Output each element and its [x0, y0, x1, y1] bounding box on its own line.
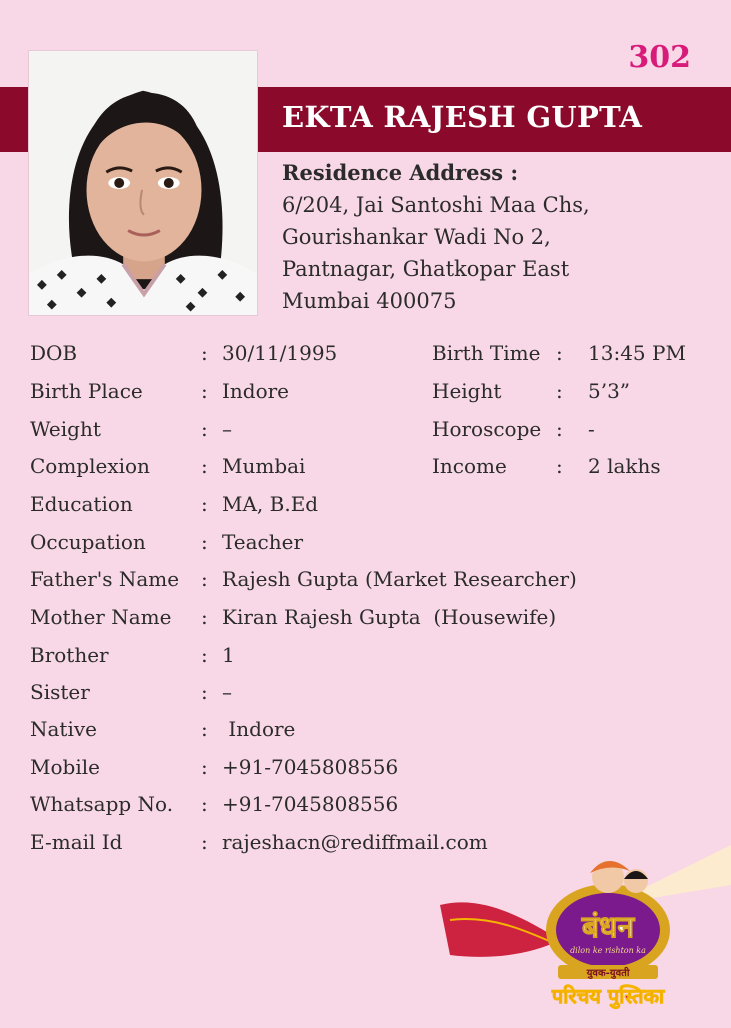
detail-label: Mother Name	[30, 605, 172, 629]
detail-colon: :	[201, 530, 208, 554]
detail-colon: :	[201, 605, 208, 629]
detail-label: Father's Name	[30, 567, 180, 591]
detail-value: –	[222, 680, 232, 704]
address-line: Gourishankar Wadi No 2,	[282, 225, 551, 249]
detail-label: Horoscope	[432, 417, 542, 441]
detail-colon: :	[201, 643, 208, 667]
detail-colon: :	[556, 454, 563, 478]
detail-label: Occupation	[30, 530, 146, 554]
detail-label: Education	[30, 492, 133, 516]
detail-colon: :	[201, 379, 208, 403]
detail-label: Brother	[30, 643, 109, 667]
detail-label: DOB	[30, 341, 78, 365]
detail-label: Height	[432, 379, 502, 403]
detail-label: Mobile	[30, 755, 100, 779]
detail-colon: :	[556, 379, 563, 403]
logo-tagline: dilon ke rishton ka	[570, 946, 646, 955]
detail-value: rajeshacn@rediffmail.com	[222, 830, 488, 854]
detail-colon: :	[201, 792, 208, 816]
detail-label: E-mail Id	[30, 830, 123, 854]
detail-colon: :	[201, 755, 208, 779]
detail-label: Weight	[30, 417, 101, 441]
detail-label: Whatsapp No.	[30, 792, 174, 816]
logo-subtitle: युवक-युवती	[586, 968, 630, 979]
detail-label: Birth Time	[432, 341, 541, 365]
address-line: Mumbai 400075	[282, 289, 457, 313]
detail-value: Mumbai	[222, 454, 306, 478]
detail-label: Native	[30, 717, 97, 741]
logo-footer: परिचय पुस्तिका	[551, 984, 665, 1008]
detail-label: Income	[432, 454, 507, 478]
detail-value: -	[588, 417, 595, 441]
profile-number: 302	[628, 40, 691, 75]
address-heading: Residence Address :	[282, 160, 519, 185]
detail-colon: :	[201, 492, 208, 516]
detail-colon: :	[201, 830, 208, 854]
detail-colon: :	[201, 341, 208, 365]
detail-value: 5’3”	[588, 379, 631, 403]
detail-value: Indore	[222, 379, 290, 403]
detail-label: Complexion	[30, 454, 150, 478]
candidate-name: EKTA RAJESH GUPTA	[282, 100, 643, 134]
detail-value: 2 lakhs	[588, 454, 661, 478]
detail-colon: :	[201, 417, 208, 441]
detail-colon: :	[556, 417, 563, 441]
detail-value: MA, B.Ed	[222, 492, 319, 516]
detail-value: Indore	[222, 717, 296, 741]
detail-value: –	[222, 417, 232, 441]
detail-value: +91-7045808556	[222, 755, 399, 779]
logo-title: बंधन	[581, 910, 635, 945]
detail-label: Birth Place	[30, 379, 143, 403]
detail-value: 1	[222, 643, 235, 667]
detail-colon: :	[201, 454, 208, 478]
address-line: Pantnagar, Ghatkopar East	[282, 257, 570, 281]
detail-colon: :	[556, 341, 563, 365]
detail-value: Kiran Rajesh Gupta (Housewife)	[222, 605, 557, 629]
address-line: 6/204, Jai Santoshi Maa Chs,	[282, 193, 590, 217]
detail-value: 30/11/1995	[222, 341, 338, 365]
detail-colon: :	[201, 680, 208, 704]
detail-value: +91-7045808556	[222, 792, 399, 816]
profile-photo	[28, 50, 258, 316]
detail-label: Sister	[30, 680, 90, 704]
detail-colon: :	[201, 717, 208, 741]
bandhan-logo	[440, 845, 731, 1024]
detail-value: Teacher	[222, 530, 304, 554]
detail-value: 13:45 PM	[588, 341, 686, 365]
detail-colon: :	[201, 567, 208, 591]
detail-value: Rajesh Gupta (Market Researcher)	[222, 567, 577, 591]
